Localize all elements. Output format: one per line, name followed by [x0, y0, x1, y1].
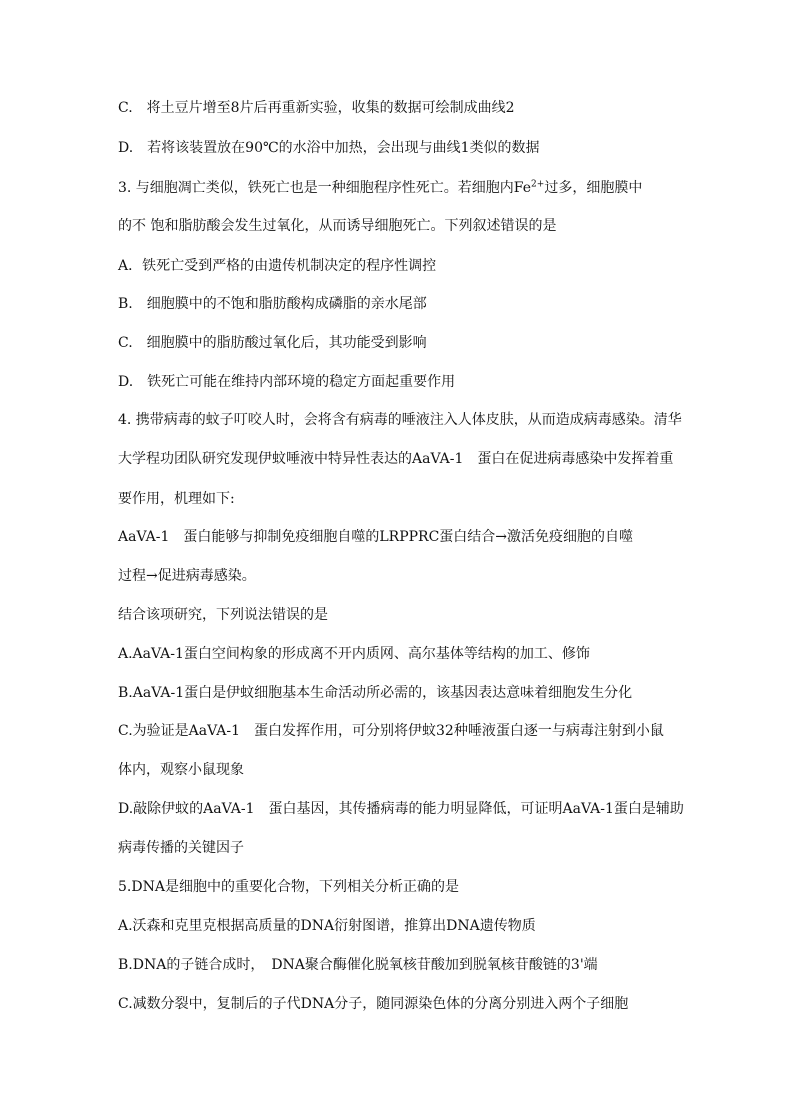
q5-option-a: A.沃森和克里克根据高质量的DNA衍射图谱，推算出DNA遗传物质	[118, 918, 536, 934]
q3-stem-line1	[118, 178, 642, 198]
q4-stem-line2: 大学程功团队研究发现伊蚊唾液中特异性表达的AaVA-1 蛋白在促进病毒感染中发挥着重	[118, 451, 674, 467]
q3-stem-tail: 过多，细胞膜中	[544, 180, 643, 196]
q4-option-b: B.AaVA-1蛋白是伊蚊细胞基本生命活动所必需的，该基因表达意味着细胞发生分化	[118, 685, 633, 701]
q5-option-b: B.DNA的子链合成时， DNA聚合酶催化脱氧核苷酸加到脱氧核苷酸链的3'端	[118, 957, 598, 973]
q4-stem-line3: 要作用，机理如下:	[118, 491, 235, 507]
q3-stem-line2: 的不 饱和脂肪酸会发生过氧化，从而诱导细胞死亡。下列叙述错误的是	[118, 218, 557, 234]
fe-superscript: 2+	[531, 179, 545, 190]
q3-option-b: B. 细胞膜中的不饱和脂肪酸构成磷脂的亲水尾部	[118, 296, 427, 312]
q4-mechanism-line1: AaVA-1 蛋白能够与抑制免疫细胞自噬的LRPPRC蛋白结合→激活免疫细胞的自噬	[118, 529, 634, 545]
q3-stem-text: 3. 与细胞凋亡类似，铁死亡也是一种细胞程序性死亡。若细胞内Fe	[118, 180, 532, 196]
q2-option-d: D. 若将该装置放在90℃的水浴中加热，会出现与曲线1类似的数据	[118, 140, 540, 156]
q5-stem: 5.DNA是细胞中的重要化合物，下列相关分析正确的是	[118, 879, 459, 895]
q3-option-c: C. 细胞膜中的脂肪酸过氧化后，其功能受到影响	[118, 335, 427, 351]
q4-question: 结合该项研究，下列说法错误的是	[118, 607, 328, 623]
q4-option-c-line2: 体内，观察小鼠现象	[118, 762, 244, 778]
q3-option-d: D. 铁死亡可能在维持内部环境的稳定方面起重要作用	[118, 374, 456, 390]
q4-option-d-line1: D.敲除伊蚊的AaVA-1 蛋白基因，其传播病毒的能力明显降低，可证明AaVA-1蛋白是辅助	[118, 801, 684, 817]
q5-option-c: C.减数分裂中，复制后的子代DNA分子，随同源染色体的分离分别进入两个子细胞	[118, 996, 629, 1012]
q4-option-c-line1: C.为验证是AaVA-1 蛋白发挥作用，可分别将伊蚊32种唾液蛋白逐一与病毒注射到小鼠	[118, 723, 664, 739]
q4-stem-line1: 4. 携带病毒的蚊子叮咬人时，会将含有病毒的唾液注入人体皮肤，从而造成病毒感染。清华	[118, 412, 682, 428]
q4-option-a: A.AaVA-1蛋白空间构象的形成离不开内质网、高尔基体等结构的加工、修饰	[118, 646, 590, 662]
q3-option-a: A．铁死亡受到严格的由遗传机制决定的程序性调控	[118, 258, 437, 274]
q4-option-d-line2: 病毒传播的关键因子	[118, 840, 244, 856]
q2-option-c: C. 将土豆片增至8片后再重新实验，收集的数据可绘制成曲线2	[118, 100, 515, 116]
q4-mechanism-line2: 过程→促进病毒感染。	[118, 568, 256, 584]
